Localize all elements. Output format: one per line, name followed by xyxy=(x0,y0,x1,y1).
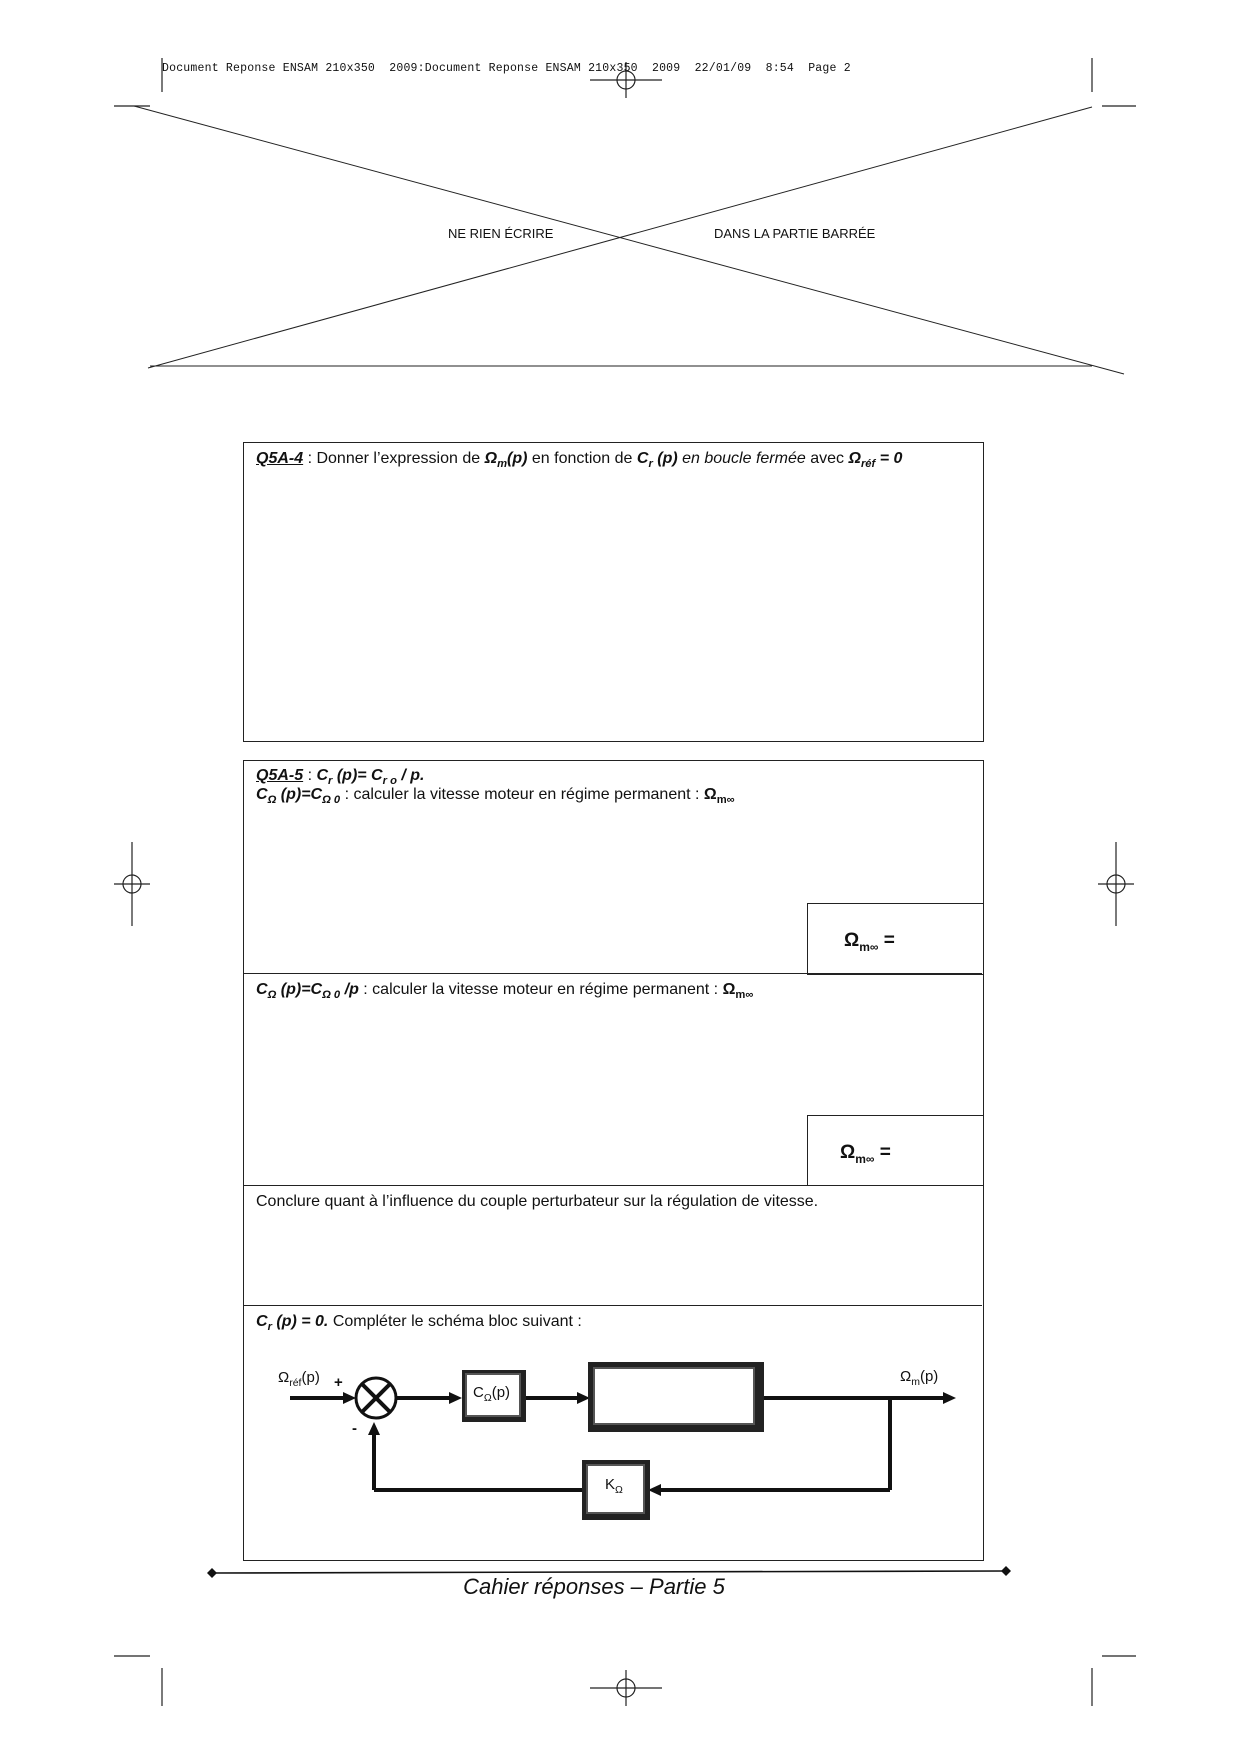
q5a5-label: Q5A-5 xyxy=(256,767,304,784)
q5a4-question: Q5A-4 : Donner l’expression de $\Omega_m(p)$ en fonction de $C_r$ (p) en boucle fermée avec $\Omega_{réf} = 0$ xyxy=(256,450,903,471)
minus-sign: - xyxy=(352,1420,357,1437)
no-write-label-left: NE RIEN ÉCRIRE xyxy=(448,226,554,241)
input-label: $\Omega_{réf}(p)$ xyxy=(278,1369,320,1389)
no-write-label-right: DANS LA PARTIE BARRÉE xyxy=(714,226,876,241)
conclude-question: Conclure quant à l’influence du couple perturbateur sur la régulation de vitesse. xyxy=(256,1193,819,1210)
q5a4-label: Q5A-4 xyxy=(256,450,304,467)
plus-sign: + xyxy=(334,1374,343,1391)
q5a5-case2-question: $C_\Omega$ $(p)=C_{\Omega 0}$ /p : calculer la vitesse moteur en régime permanent : $\Omega_{m\infty}$ xyxy=(256,981,754,1002)
case2-answer-label: $\Omega_{m\infty}$ = xyxy=(840,1142,891,1166)
controller-label: $C_\Omega(p)$ xyxy=(473,1384,511,1404)
feedback-label: $K_\Omega$ xyxy=(605,1476,623,1496)
case1-answer-label: $\Omega_{m\infty}$ = xyxy=(844,930,895,954)
footer-text: Cahier réponses – Partie 5 xyxy=(463,1574,725,1599)
block-diagram-question: $C_r$ (p) = 0. Compléter le schéma bloc suivant : xyxy=(256,1313,582,1334)
print-slug: Document Reponse ENSAM 210x350 2009:Document Reponse ENSAM 210x350 2009 22/01/09 8:54 Page 2 xyxy=(162,62,851,75)
q5a5-case1-question: $C_\Omega$ $(p)=C_{\Omega 0}$ : calculer la vitesse moteur en régime permanent : $\Omega_{m\infty}$ xyxy=(256,786,735,807)
q5a5-line1: Q5A-5 : $C_r$ $(p)= C_{r o} / p$. xyxy=(256,767,425,788)
output-label: $\Omega_m(p)$ xyxy=(900,1368,939,1388)
page-footer xyxy=(0,1574,1240,1600)
